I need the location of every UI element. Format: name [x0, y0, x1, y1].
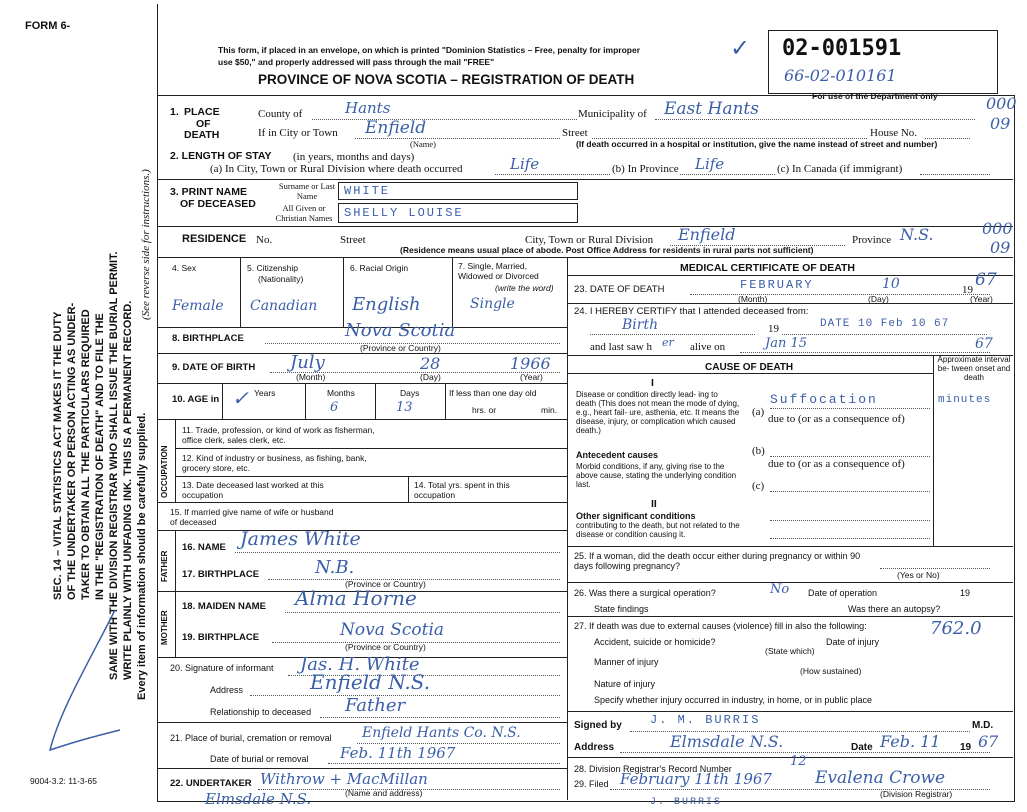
informant-address-label: Address [210, 685, 244, 695]
side-note-2: OF THE UNDERTAKER OR PERSON ACTING AS UNDER- [66, 302, 78, 600]
side-note-3: TAKER TO OBTAIN ALL THE PARTICULARS REQUIRED [80, 309, 92, 600]
undertaker-name-value: Withrow + MacMillan [260, 770, 428, 788]
surname-value: WHITE [344, 184, 391, 198]
q13-label: 13. Date deceased last worked at this occupation [182, 480, 324, 500]
q11-label: 11. Trade, profession, or kind of work as fisherman, office clerk, sales clerk, etc. [182, 425, 375, 445]
q23-label: 23. DATE OF DEATH [574, 284, 665, 295]
last-seen-alive: alive on [690, 341, 726, 353]
attended-to-line [782, 334, 987, 335]
registrar-sub: (Division Registrar) [880, 789, 953, 799]
yes-no-sub: (Yes or No) [897, 570, 940, 580]
age-years-check-icon: ✓ [232, 386, 249, 410]
registrar-signature: Evalena Crowe [815, 768, 946, 788]
marital-sub: (write the word) [495, 283, 554, 293]
death-date-line [690, 294, 990, 295]
place-label-2: OF [196, 118, 211, 130]
burial-date-value: Feb. 11th 1967 [340, 744, 456, 762]
other-line-2 [770, 538, 930, 539]
undertaker-address-value: Elmsdale N.S. [205, 790, 312, 808]
less-day-label: If less than one day old [449, 388, 537, 398]
q20-label: 20. Signature of informant [170, 663, 274, 673]
place-label-3: DEATH [184, 129, 220, 141]
other-line-1 [770, 520, 930, 521]
side-note-6: WRITE PLAINLY WITH UNFADING INK. THIS IS A PERMANENT RECORD. [122, 300, 134, 680]
other-label: Other significant conditions [576, 511, 696, 521]
origin-value: English [352, 294, 421, 315]
specify-label: Specify whether injury occurred in industry, in home, or in public place [594, 695, 872, 705]
residence-no-label: No. [256, 234, 273, 246]
form-title: PROVINCE OF NOVA SCOTIA – REGISTRATION OF DEATH [258, 72, 635, 87]
q28-value: 12 [790, 754, 807, 769]
rule-cause-header [567, 373, 933, 374]
municipality-label: Municipality of [578, 108, 647, 120]
stay-note: (in years, months and days) [293, 151, 415, 163]
burial-place-value: Enfield Hants Co. N.S. [362, 725, 521, 741]
antecedent-note: Morbid conditions, if any, giving rise to the above cause, stating the underlying condition last. [576, 462, 737, 489]
residence-code-1: 000 [982, 219, 1013, 238]
mother-side-label: MOTHER [160, 610, 169, 645]
place-code-1: 000 [986, 94, 1017, 113]
surname-label: Surname or Last Name [278, 181, 336, 201]
residence-code-2: 09 [990, 238, 1011, 257]
top-rule [157, 4, 158, 95]
municipality-value: East Hants [664, 99, 759, 119]
cause-c-label: (c) [752, 480, 765, 492]
birthplace-value: Nova Scotia [345, 320, 456, 341]
op-date-label: Date of operation [808, 588, 878, 598]
deceased-label-2: OF DECEASED [180, 198, 256, 210]
marital-label: 7. Single, Married, Widowed or Divorced [458, 261, 539, 281]
informant-address-value: Enfield N.S. [310, 670, 431, 694]
dob-month-sub: (Month) [296, 372, 326, 382]
place-code-2: 09 [990, 114, 1011, 133]
center-divider [567, 257, 568, 800]
q26-value: No [770, 582, 790, 597]
county-label: County of [258, 108, 303, 120]
div-occ [175, 419, 176, 502]
q29-label: 29. Filed [574, 779, 609, 789]
q14-label: 14. Total yrs. spent in this occupation [414, 480, 510, 500]
marital-value: Single [470, 296, 515, 312]
department-number: 66-02-010161 [784, 66, 897, 85]
side-note-5: SAME WITH THE DIVISION REGISTRAR WHO SHALL ISSUE THE BURIAL PERMIT. [108, 251, 120, 680]
sustained-sub: (How sustained) [800, 666, 862, 676]
birthplace-label: 8. BIRTHPLACE [172, 333, 244, 344]
place-num: 1. [170, 106, 179, 118]
registration-number: 02-001591 [782, 36, 902, 61]
rule-cause [567, 546, 1013, 547]
street-label: Street [562, 127, 588, 139]
burial-date-line [328, 763, 560, 764]
q18-label: 18. MAIDEN NAME [182, 601, 266, 612]
residence-city-value: Enfield [678, 225, 736, 244]
rule-residence [158, 257, 1013, 258]
medical-header: MEDICAL CERTIFICATE OF DEATH [680, 262, 855, 274]
dob-day-sub: (Day) [420, 372, 441, 382]
age-months-value: 6 [330, 400, 339, 415]
undertaker-sub: (Name and address) [345, 788, 423, 798]
due-to-2: due to (or as a consequence of) [768, 458, 905, 470]
rule-burial [158, 768, 567, 769]
citizenship-value: Canadian [250, 298, 318, 314]
side-note-1: SEC. 14 – VITAL STATISTICS ACT MAKES IT THE DUTY [52, 311, 64, 600]
rule-q15 [158, 530, 567, 531]
cause-header: CAUSE OF DEATH [705, 362, 794, 373]
manner-label: Manner of injury [594, 657, 659, 667]
nature-label: Nature of injury [594, 679, 656, 689]
div-father [175, 530, 176, 591]
div-q14 [408, 476, 409, 502]
last-seen-label: and last saw h [590, 341, 653, 353]
q12-label: 12. Kind of industry or business, as fishing, bank, grocery store, etc. [182, 453, 367, 473]
cause-a-line [770, 408, 930, 409]
rule-informant [158, 722, 567, 723]
part-two: II [651, 498, 657, 510]
hospital-note: (If death occurred in a hospital or institution, give the name instead of street and number) [576, 139, 938, 149]
interval-a-value: minutes [938, 394, 992, 406]
sex-label: 4. Sex [172, 263, 197, 273]
last-seen-value: Jan 15 [765, 336, 808, 351]
relation-line [320, 717, 560, 718]
form-code: 9004-3.2: 11-3-65 [30, 776, 97, 786]
residence-street-label: Street [340, 234, 366, 246]
cause-c-line [770, 491, 930, 492]
q25-label: 25. If a woman, did the death occur either during pregnancy or within 90 days following pregnancy? [574, 551, 861, 571]
state-findings-label: State findings [594, 604, 649, 614]
dob-day: 28 [420, 354, 441, 373]
injury-date-label: Date of injury [826, 637, 880, 647]
rule-birthplace [158, 353, 567, 354]
relation-value: Father [345, 695, 406, 716]
div-age2 [305, 383, 306, 419]
department-note: For use of the Department only [812, 91, 938, 101]
last-seen-year: 67 [975, 336, 993, 352]
interval-header: Approximate interval be- tween onset and death [937, 355, 1011, 382]
side-note-4: IN THE "REGISTRATION OF DEATH" AND TO FILE THE [94, 313, 106, 600]
signed-date-label: Date [851, 742, 873, 753]
rule-dob [158, 383, 567, 384]
city-value: Enfield [365, 118, 427, 138]
side-note-8: (See reverse side for instructions.) [140, 169, 152, 320]
last-seen-mid: er [662, 336, 674, 349]
birthplace-sub: (Province or Country) [360, 343, 441, 353]
state-which-sub: (State which) [765, 646, 815, 656]
pen-stroke-mark [20, 600, 130, 770]
mother-prov-sub: (Province or Country) [345, 642, 426, 652]
residence-label: RESIDENCE [182, 233, 247, 245]
residence-note: (Residence means usual place of abode. Post Office Address for residents in rural parts not sufficient) [400, 245, 814, 255]
death-month-sub: (Month) [738, 294, 768, 304]
attended-to-prefix: 19 [768, 323, 779, 335]
city-line [355, 138, 560, 139]
q22-label: 22. UNDERTAKER [170, 778, 252, 789]
div-age1 [222, 383, 223, 419]
stay-b-label: (b) In Province [612, 163, 679, 175]
signed-address-value: Elmsdale N.S. [670, 732, 784, 751]
death-day-sub: (Day) [868, 294, 889, 304]
stay-b-line [680, 174, 775, 175]
immediate-cause-label: Disease or condition directly lead- ing to death (This does not mean the mode of dying, e.g., heart fail- ure, asthenia, etc. It means the disease, injury, or complication which caused death.) [576, 390, 740, 435]
informant-signature: Jas. H. White [300, 654, 420, 675]
margin-code: 762.0 [930, 618, 982, 639]
attended-from-value: Birth [622, 317, 659, 333]
form-number: FORM 6- [25, 20, 71, 32]
rule-med-header [567, 275, 1013, 276]
citizenship-sub: (Nationality) [258, 274, 304, 284]
residence-province-value: N.S. [900, 225, 934, 244]
q25-line [880, 568, 990, 569]
filed-value: February 11th 1967 [620, 770, 772, 788]
q26-label: 26. Was there a surgical operation? [574, 588, 716, 598]
due-to-1: due to (or as a consequence of) [768, 413, 905, 425]
mother-birthplace-value: Nova Scotia [340, 620, 445, 640]
age-days-value: 13 [396, 400, 413, 415]
father-side-label: FATHER [160, 550, 169, 582]
mail-notice-2: use $50," and properly addressed will pass through the mail "FREE" [218, 57, 495, 67]
mail-notice-1: This form, if placed in an envelope, on which is printed "Dominion Statistics – Free, penalty for improper [218, 45, 641, 55]
father-birthplace-value: N.B. [315, 557, 355, 578]
father-name-line [235, 552, 560, 553]
residence-province-label: Province [852, 234, 892, 246]
q15-label: 15. If married give name of wife or husband of deceased [170, 507, 334, 527]
county-value: Hants [345, 99, 391, 117]
min-label: min. [541, 405, 558, 415]
accident-label: Accident, suicide or homicide? [594, 637, 716, 647]
rule-occ [158, 502, 567, 503]
rule-q25 [567, 582, 1013, 583]
dob-year-sub: (Year) [520, 372, 543, 382]
rule-q27 [567, 711, 1013, 712]
months-label: Months [327, 388, 355, 398]
death-year-prefix: 19 [962, 284, 973, 296]
md-label: M.D. [972, 720, 994, 731]
rule-q23 [567, 303, 1013, 304]
father-prov-sub: (Province or Country) [345, 579, 426, 589]
div-age3 [375, 383, 376, 419]
mother-name-value: Alma Horne [295, 586, 417, 610]
rule-q26 [567, 616, 1013, 617]
cause-b-label: (b) [752, 445, 765, 457]
citizenship-label: 5. Citizenship [247, 263, 299, 273]
cause-a-value: Suffocation [770, 392, 878, 407]
city-name-note: (Name) [410, 139, 436, 149]
q19-label: 19. BIRTHPLACE [182, 632, 260, 643]
part-one: I [651, 377, 654, 389]
signed-label: Signed by [574, 720, 622, 731]
check-mark-icon: ✓ [730, 35, 751, 62]
signed-value: J. M. BURRIS [650, 713, 761, 727]
op-year-prefix: 19 [960, 588, 971, 598]
div-interval [933, 355, 934, 546]
death-month-value: FEBRUARY [740, 278, 814, 292]
signed-year-value: 67 [978, 732, 999, 751]
antecedent-label: Antecedent causes [576, 450, 659, 460]
div-age4 [445, 383, 446, 419]
dob-label: 9. DATE OF BIRTH [172, 362, 256, 373]
relation-label: Relationship to deceased [210, 707, 312, 717]
rule-q11 [175, 448, 567, 449]
years-label: Years [254, 388, 276, 398]
father-name-value: James White [240, 528, 361, 550]
signed-address-line [620, 752, 990, 753]
sex-value: Female [172, 298, 224, 314]
q24-label: 24. I HEREBY CERTIFY that I attended deceased from: [574, 306, 809, 317]
q28-label: 28. Division Registrar's Record Number [574, 764, 732, 774]
other-note: contributing to the death, but not related to the disease or condition causing it. [576, 521, 740, 539]
div-sex [240, 257, 241, 327]
deceased-label-1: 3. PRINT NAME [170, 186, 248, 198]
stay-a-value: Life [510, 155, 540, 173]
hrs-label: hrs. or [472, 405, 497, 415]
stay-c-line [920, 174, 990, 175]
stay-label: 2. LENGTH OF STAY [170, 150, 272, 162]
side-note-7: Every item of information should be carefully supplied. [136, 412, 148, 700]
q21-label: 21. Place of burial, cremation or removal [170, 733, 332, 743]
signed-address-label: Address [574, 742, 615, 753]
last-seen-line [740, 352, 990, 353]
q16-label: 16. NAME [182, 542, 226, 553]
stay-a-label: (a) In City, Town or Rural Division where death occurred [210, 163, 463, 175]
rule-age [158, 419, 567, 420]
burial-date-label: Date of burial or removal [210, 754, 309, 764]
dob-month: July [290, 352, 325, 373]
mother-name-line [285, 612, 560, 613]
q17-label: 17. BIRTHPLACE [182, 569, 260, 580]
attended-from-line [590, 334, 755, 335]
autopsy-label: Was there an autopsy? [848, 604, 941, 614]
given-label: All Given or Christian Names [275, 203, 333, 223]
rule-stay [158, 179, 1013, 180]
stay-a-line [495, 174, 610, 175]
city-label: If in City or Town [258, 127, 338, 139]
div-orig [452, 257, 453, 327]
signed-year-prefix: 19 [960, 742, 972, 753]
cause-a-label: (a) [752, 406, 765, 418]
q27-label: 27. If death was due to external causes (violence) fill in also the following: [574, 621, 867, 631]
county-line [312, 119, 577, 120]
stay-c-label: (c) In Canada (if immigrant) [777, 163, 903, 175]
place-label-1: PLACE [184, 106, 220, 118]
origin-label: 6. Racial Origin [350, 263, 409, 273]
div-cit [343, 257, 344, 327]
death-year-value: 67 [975, 270, 997, 290]
municipality-line [655, 119, 975, 120]
given-value: SHELLY LOUISE [344, 206, 464, 220]
bottom-name: J. BURRIS [650, 797, 723, 808]
div-mother [175, 591, 176, 657]
dob-year: 1966 [510, 354, 551, 373]
occupation-side-label: OCCUPATION [160, 445, 169, 498]
death-day-value: 10 [882, 276, 900, 292]
days-label: Days [400, 388, 420, 398]
age-label: 10. AGE in [172, 394, 220, 405]
residence-city-label: City, Town or Rural Division [525, 234, 654, 246]
attended-to-value: DATE 10 Feb 10 67 [820, 318, 950, 330]
signed-date-value: Feb. 11 [880, 732, 941, 751]
rule-q12 [175, 476, 567, 477]
house-label: House No. [870, 127, 918, 139]
death-year-sub: (Year) [970, 294, 993, 304]
rule-name [158, 226, 1013, 227]
cause-b-line [770, 456, 930, 457]
stay-b-value: Life [695, 155, 725, 173]
